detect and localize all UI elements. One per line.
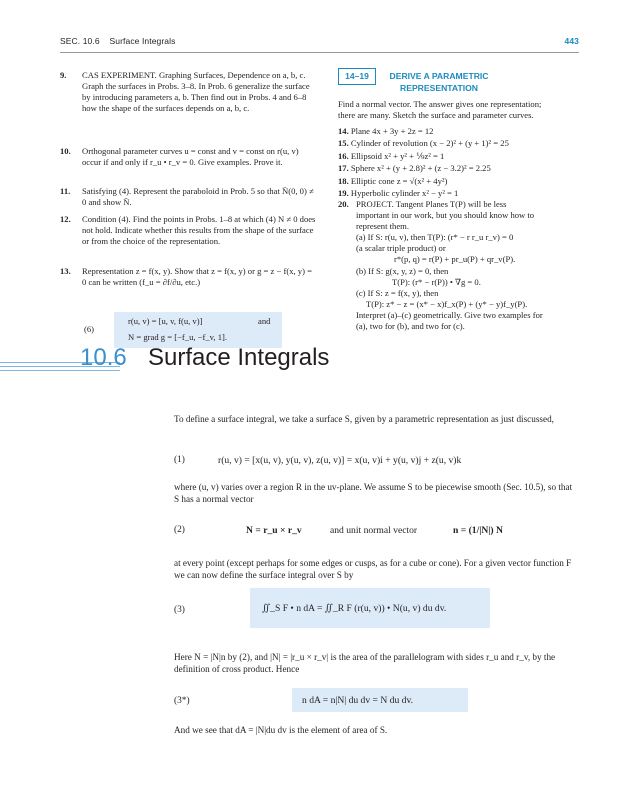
problem-20-line [338,199,580,210]
paragraph-1: To define a surface integral, we take a surface S, given by a parametric representation as just discussed, [174,414,554,424]
paragraph-2: where (u, v) varies over a region R in the uv-plane. We assume S to be piecewise smooth (Sec. 10.5), so that S has a normal vector [174,482,573,505]
problem-text: Hyperbolic cylinder x² − y² = 1 [350,188,459,199]
problem-text: Satisfying (4). Represent the paraboloid in Prob. 5 so that N̄(0, 0) ≠ 0 and show N̄. [82,186,314,208]
eq3-label: (3) [174,605,185,615]
right-heading [384,70,494,94]
problem-20-line: (a scalar triple product) or [356,243,446,254]
problem-text: Elliptic cone z = √(x² + 4y²) [350,175,448,186]
eq3s: n dA = n|N| du dv = N du dv. [302,695,414,706]
eq6-line2: N = grad g = [−f_u, −f_v, 1]. [128,332,228,342]
eq3s-label: (3*) [174,696,190,706]
problem-range-badge: 14–19 [338,68,376,85]
problem-text: Plane 4x + 3y + 2z = 12 [350,126,434,136]
problem-20-line: T(P): z* − z = (x* − x)f_x(P) + (y* − y)f_y(P). [366,298,528,309]
problem-17 [338,162,580,174]
eq2-right: n = (1/|N|) N [453,525,503,536]
running-header-section [60,36,175,46]
problem-number: 13. [60,266,71,276]
eq6-and: and [258,316,271,326]
problem-11 [60,186,318,208]
problem-14 [338,125,580,137]
problem-20-line: Interpret (a)–(c) geometrically. Give two examples for [356,309,543,320]
right-heading-line2: REPRESENTATION [400,83,478,93]
paragraph-5: And we see that dA = |N|du dv is the element of area of S. [174,725,388,735]
problem-number: 11. [60,186,71,196]
header-rule [60,52,579,53]
header-title: Surface Integrals [109,36,176,46]
problem-text: Sphere x² + (y + 2.8)² + (z − 3.2)² = 2.25 [350,163,491,174]
right-heading-line1: DERIVE A PARAMETRIC [389,71,489,81]
problem-20-line: r*(p, q) = r(P) + pr_u(P) + qr_v(P). [394,254,516,265]
problem-number: 14. [338,126,349,136]
paragraph-4: Here N = |N|n by (2), and |N| = |r_u × r_v| is the area of the parallelogram with sides r_u and r_v, by the definition of cross product. Hence [174,652,556,675]
problem-15 [338,137,580,149]
problem-18 [338,175,580,187]
problem-20-line: represent them. [356,221,409,232]
header-section-number: SEC. 10.6 [60,36,100,46]
eq2-mid: and unit normal vector [330,525,418,536]
problem-number: 16. [338,150,349,161]
problem-number: 20. [338,199,349,209]
problem-number: 19. [338,188,349,199]
problem-20 [338,199,580,332]
problem-number: 15. [338,138,349,149]
problem-20-line: (a) If S: r(u, v), then T(P): (r* − r r_u r_v) = 0 [356,232,514,243]
problem-19 [338,187,580,199]
problem-20-line: important in our work, but you should know how to [356,210,535,221]
problem-text: Representation z = f(x, y). Show that z = f(x, y) or g = z − f(x, y) = 0 can be written (f_u = ∂f/∂u, etc.) [82,266,312,288]
problem-20-text: PROJECT. Tangent Planes T(P) will be less [356,199,507,209]
problems-14-19 [338,125,580,199]
problem-text: CAS EXPERIMENT. Graphing Surfaces, Dependence on a, b, c. Graph the surfaces in Probs. 3–8. In Prob. 6 generalize the surface by introducing parameters a, b. Then find out in Probs. 4 and 6–8 how the shape of the surfaces depends on a, b, c. [82,70,310,114]
right-intro [338,99,580,121]
problem-number: 18. [338,175,349,186]
problem-16 [338,150,580,162]
section-number: 10.6 [80,344,127,371]
problem-20-line: T(P): (r* − r(P)) • ∇g = 0. [392,276,481,287]
paragraph-3: at every point (except perhaps for some edges or cusps, as for a cube or cone). For a given vector function F we can now define the surface integral over S by [174,558,572,581]
eq2-left: N = r_u × r_v [246,525,302,536]
problem-9 [60,70,318,114]
problem-text: Condition (4). Find the points in Probs. 1–8 at which (4) N ≠ 0 does not hold. Indicate whether this results from the shape of the surface or from the choice of the representation. [82,214,316,247]
eq2-label: (2) [174,525,185,535]
eq1-label: (1) [174,455,185,465]
problem-number: 17. [338,163,349,174]
problem-text: Ellipsoid x² + y² + ⅑z² = 1 [350,150,445,161]
eq1: r(u, v) = [x(u, v), y(u, v), z(u, v)] = x(u, v)i + y(u, v)j + z(u, v)k [218,455,462,466]
problem-13 [60,266,318,288]
problem-12 [60,214,318,247]
right-intro-line2: there are many. Sketch the surface and parameter curves. [338,110,534,121]
section-title: Surface Integrals [148,344,330,371]
problem-20-line: (a), two for (b), and two for (c). [356,321,465,332]
eq6-label: (6) [84,324,95,334]
problem-number: 9. [60,70,67,80]
eq3: ∬_S F • n dA = ∬_R F (r(u, v)) • N(u, v) du dv. [262,603,447,614]
problem-number: 12. [60,214,71,224]
problem-number: 10. [60,146,71,156]
problem-20-line: (b) If S: g(x, y, z) = 0, then [356,265,449,276]
right-intro-line1: Find a normal vector. The answer gives one representation; [338,99,542,109]
problem-20-line: (c) If S: z = f(x, y), then [356,287,439,298]
eq6-line1: r(u, v) = [u, v, f(u, v)] [128,316,203,326]
problem-10 [60,146,318,168]
problem-text: Orthogonal parameter curves u = const and v = const on r(u, v) occur if and only if r_u • r_v = 0. Give examples. Prove it. [82,146,299,168]
problem-text: Cylinder of revolution (x − 2)² + (y + 1)² = 25 [350,138,509,149]
page-number: 443 [564,36,579,46]
